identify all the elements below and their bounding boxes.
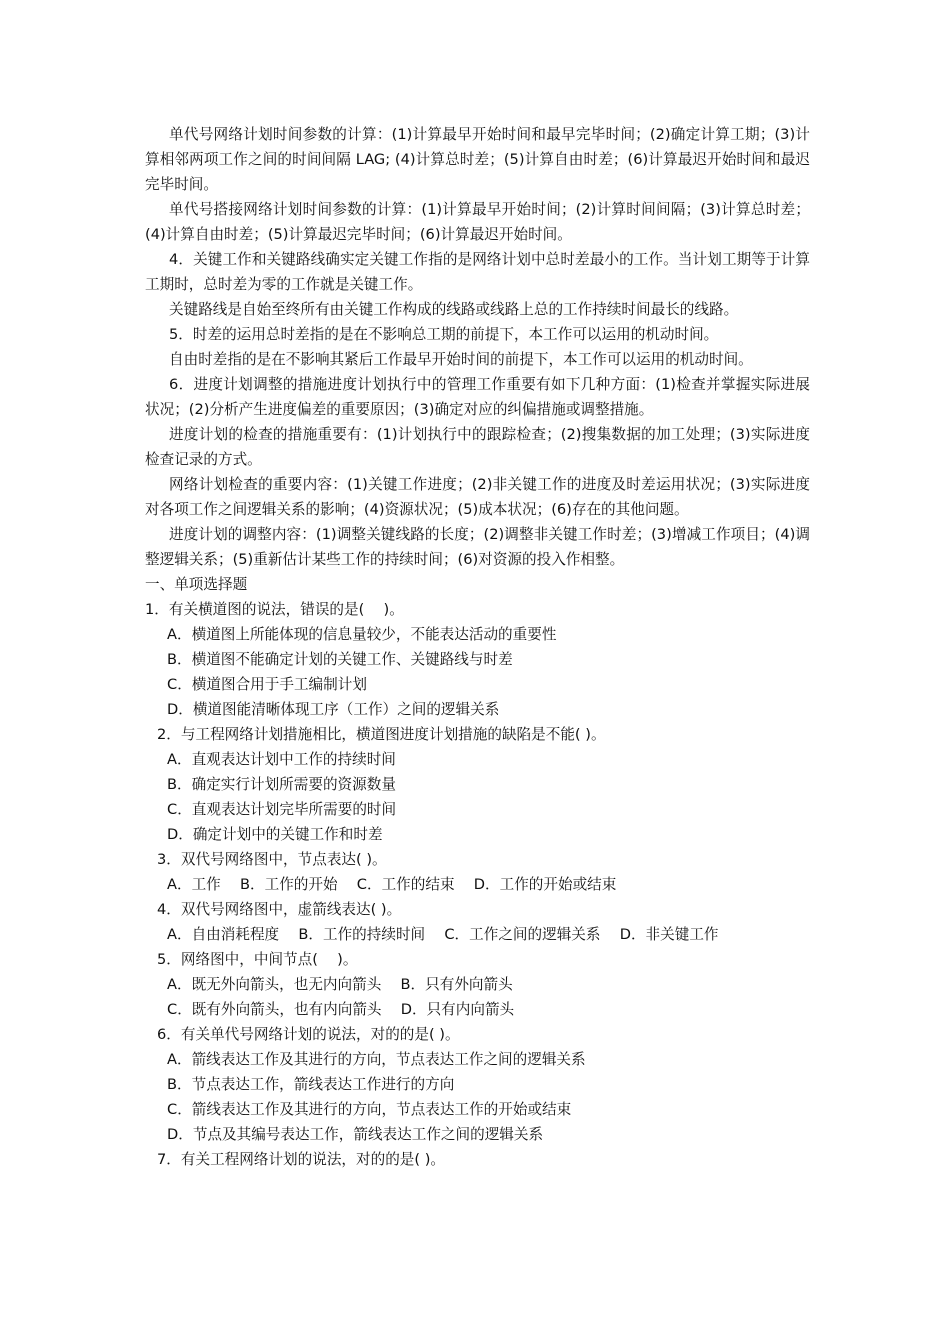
answer-option: D．节点及其编号表达工作，箭线表达工作之间的逻辑关系: [167, 1126, 544, 1143]
question-5: [145, 947, 810, 1022]
question-7: [145, 1147, 810, 1172]
paragraph: 5．时差的运用总时差指的是在不影响总工期的前提下，本工作可以运用的机动时间。: [169, 326, 719, 343]
answer-option: D．横道图能清晰体现工序（工作）之间的逻辑关系: [167, 701, 500, 718]
answer-option: A．既无外向箭头，也无内向箭头 B．只有外向箭头: [167, 976, 513, 993]
answer-option: B．节点表达工作，箭线表达工作进行的方向: [167, 1076, 455, 1093]
question-stem: 1．有关横道图的说法，错误的是( )。: [145, 601, 404, 618]
paragraph: 6．进度计划调整的措施进度计划执行中的管理工作重要有如下几种方面：(1)检查并掌握实际进展状况；(2)分析产生进度偏差的重要原因；(3)确定对应的纠偏措施或调整措施。: [145, 376, 810, 418]
answer-option: A．直观表达计划中工作的持续时间: [167, 751, 396, 768]
question-stem: 3．双代号网络图中，节点表达( )。: [157, 851, 387, 868]
question-4: [145, 897, 810, 947]
question-stem: 6．有关单代号网络计划的说法，对的的是( )。: [157, 1026, 460, 1043]
question-stem: 4．双代号网络图中，虚箭线表达( )。: [157, 901, 402, 918]
question-2: [145, 722, 810, 847]
paragraph: 4．关键工作和关键路线确实定关键工作指的是网络计划中总时差最小的工作。当计划工期等于计算工期时，总时差为零的工作就是关键工作。: [145, 251, 810, 293]
answer-option: C．横道图合用于手工编制计划: [167, 676, 367, 693]
paragraph: 单代号网络计划时间参数的计算：(1)计算最早开始时间和最早完毕时间；(2)确定计算工期；(3)计算相邻两项工作之间的时间间隔 LAG; (4)计算总时差；(5)计算自由时差；(6)计算最迟开始时间和最迟完毕时间。: [145, 126, 810, 193]
answer-option: B．横道图不能确定计划的关键工作、关键路线与时差: [167, 651, 513, 668]
paragraph: 进度计划的检查的措施重要有：(1)计划执行中的跟踪检查；(2)搜集数据的加工处理；(3)实际进度检查记录的方式。: [145, 426, 810, 468]
paragraph: 进度计划的调整内容：(1)调整关键线路的长度；(2)调整非关键工作时差；(3)增减工作项目；(4)调整逻辑关系；(5)重新估计某些工作的持续时间；(6)对资源的投入作相整。: [145, 526, 810, 568]
paragraph: 网络计划检查的重要内容：(1)关键工作进度；(2)非关键工作的进度及时差运用状况；(3)实际进度对各项工作之间逻辑关系的影响；(4)资源状况；(5)成本状况；(6)存在的其他问题。: [145, 476, 810, 518]
answer-option: A．横道图上所能体现的信息量较少，不能表达活动的重要性: [167, 626, 557, 643]
paragraph: 关键路线是自始至终所有由关键工作构成的线路或线路上总的工作持续时间最长的线路。: [169, 301, 739, 318]
answer-option: D．确定计划中的关键工作和时差: [167, 826, 383, 843]
document-page: [145, 122, 810, 1172]
answer-option: A．箭线表达工作及其进行的方向，节点表达工作之间的逻辑关系: [167, 1051, 586, 1068]
answer-option: C．直观表达计划完毕所需要的时间: [167, 801, 397, 818]
section-title: 一、单项选择题: [145, 576, 248, 593]
paragraph: 单代号搭接网络计划时间参数的计算：(1)计算最早开始时间；(2)计算时间间隔；(3)计算总时差；(4)计算自由时差；(5)计算最迟完毕时间；(6)计算最迟开始时间。: [145, 201, 810, 243]
question-stem: 5．网络图中，中间节点( )。: [157, 951, 358, 968]
question-stem: 7．有关工程网络计划的说法，对的的是( )。: [157, 1151, 446, 1168]
answer-option: C．箭线表达工作及其进行的方向，节点表达工作的开始或结束: [167, 1101, 572, 1118]
paragraph: 自由时差指的是在不影响其紧后工作最早开始时间的前提下，本工作可以运用的机动时间。: [169, 351, 753, 368]
question-3: [145, 847, 810, 897]
answer-option: C．既有外向箭头，也有内向箭头 D．只有内向箭头: [167, 1001, 515, 1018]
answer-option: B．确定实行计划所需要的资源数量: [167, 776, 396, 793]
question-1: [145, 597, 810, 722]
question-6: [145, 1022, 810, 1147]
question-stem: 2．与工程网络计划措施相比，横道图进度计划措施的缺陷是不能( )。: [157, 726, 606, 743]
answer-option: A．工作 B．工作的开始 C．工作的结束 D．工作的开始或结束: [167, 876, 617, 893]
answer-option: A．自由消耗程度 B．工作的持续时间 C．工作之间的逻辑关系 D．非关键工作: [167, 926, 719, 943]
